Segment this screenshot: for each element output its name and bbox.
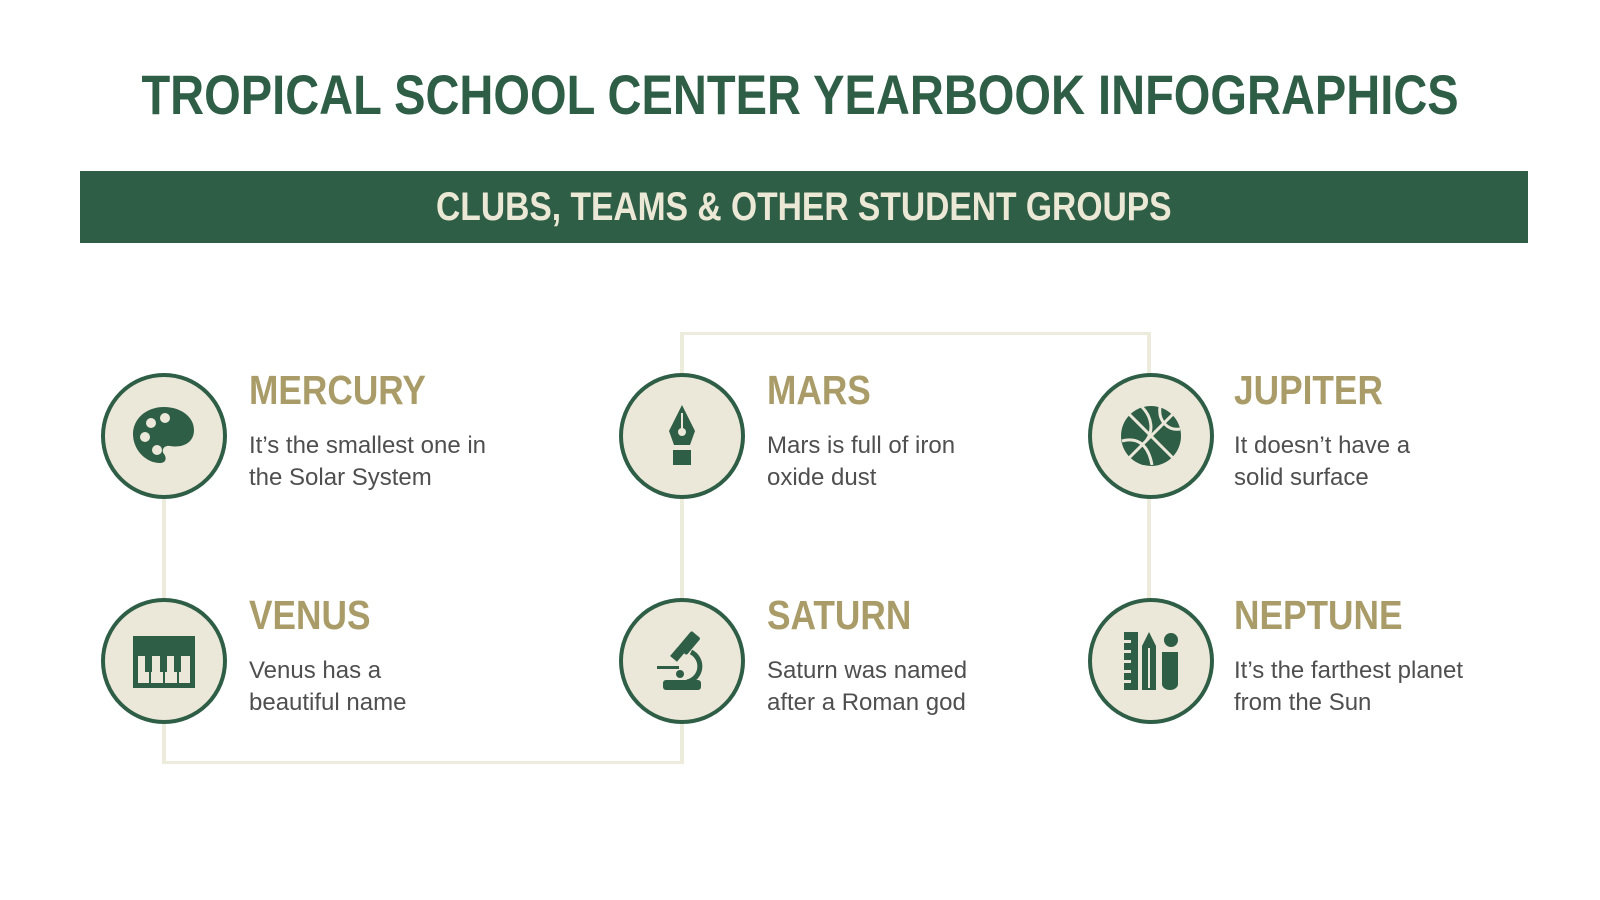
- page-title: [0, 62, 1600, 127]
- art-supplies-icon: [1116, 626, 1186, 696]
- item-mercury: [249, 366, 579, 494]
- connector-line: [680, 332, 1150, 335]
- item-heading: VENUS: [249, 592, 371, 638]
- item-saturn: [767, 591, 1097, 719]
- piano-icon: [129, 626, 199, 696]
- palette-icon-circle: [101, 373, 227, 499]
- item-description: Mars is full of iron oxide dust: [767, 432, 956, 491]
- item-mars: [767, 366, 1097, 494]
- item-description: It’s the smallest one in the Solar System: [249, 432, 487, 491]
- basketball-icon-circle: [1088, 373, 1214, 499]
- item-jupiter: [1234, 366, 1564, 494]
- item-heading: MARS: [767, 367, 871, 413]
- item-venus: [249, 591, 579, 719]
- microscope-icon: [647, 626, 717, 696]
- title-text: TROPICAL SCHOOL CENTER YEARBOOK INFOGRAPHICS: [141, 63, 1459, 126]
- item-heading: JUPITER: [1234, 367, 1383, 413]
- item-heading: SATURN: [767, 592, 912, 638]
- microscope-icon-circle: [619, 598, 745, 724]
- subtitle-text: CLUBS, TEAMS & OTHER STUDENT GROUPS: [436, 184, 1172, 229]
- piano-icon-circle: [101, 598, 227, 724]
- basketball-icon: [1116, 401, 1186, 471]
- item-description: It doesn’t have a solid surface: [1234, 432, 1411, 491]
- palette-icon: [129, 401, 199, 471]
- art-supplies-icon-circle: [1088, 598, 1214, 724]
- item-heading: NEPTUNE: [1234, 592, 1403, 638]
- pen-nib-icon-circle: [619, 373, 745, 499]
- item-description: It’s the farthest planet from the Sun: [1234, 657, 1464, 716]
- connector-line: [162, 761, 684, 764]
- item-description: Saturn was named after a Roman god: [767, 657, 968, 716]
- item-heading: MERCURY: [249, 367, 426, 413]
- item-neptune: [1234, 591, 1564, 719]
- item-description: Venus has a beautiful name: [249, 657, 407, 716]
- pen-nib-icon: [647, 401, 717, 471]
- subtitle-banner: [80, 171, 1528, 243]
